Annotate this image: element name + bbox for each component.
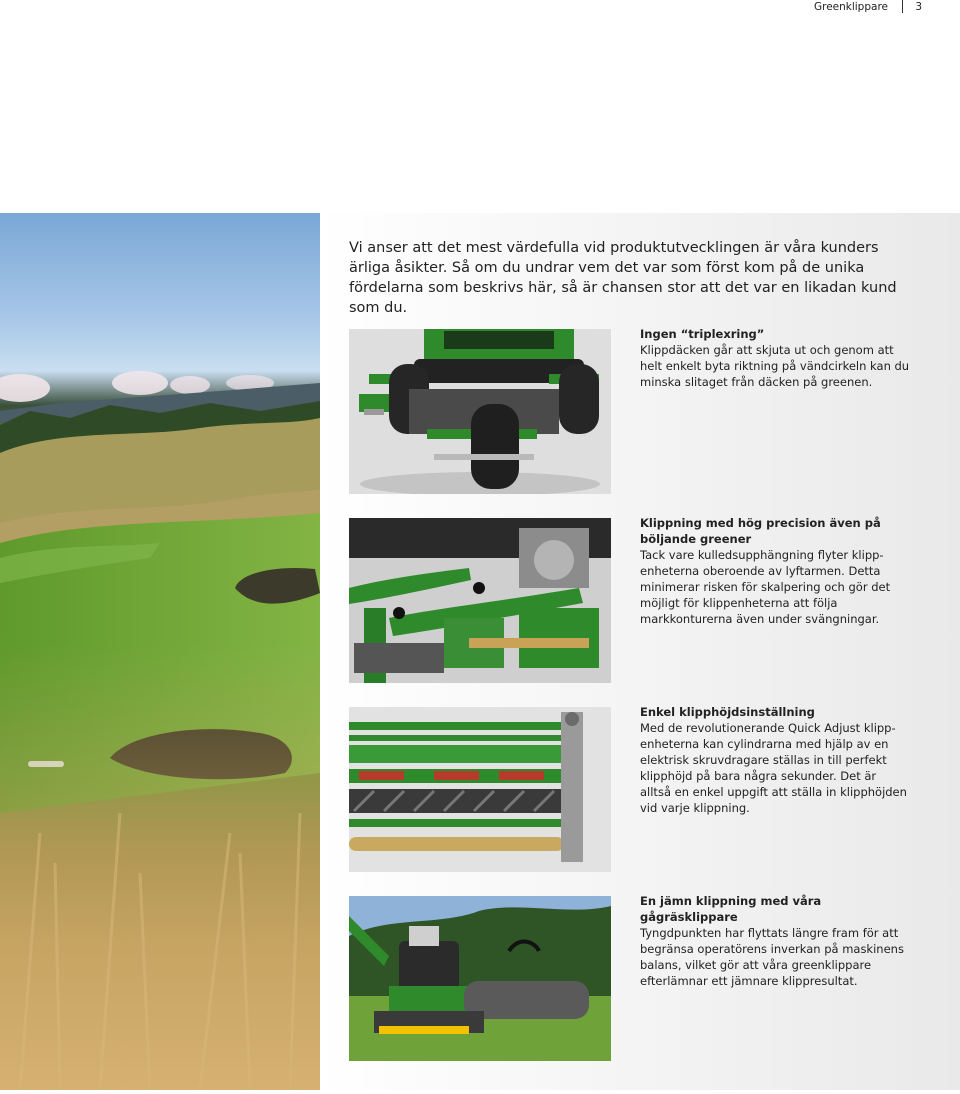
feature-image-1 [349, 329, 611, 494]
feature-image-3 [349, 707, 611, 872]
cutting-reel-photo-icon [349, 707, 611, 872]
feature-title-2: Klippning med hög precision även på böljande greener [640, 516, 881, 546]
feature-image-4 [349, 896, 611, 1061]
mower-rear-wheel-photo-icon [349, 329, 611, 494]
walk-behind-mower-photo-icon [349, 896, 611, 1061]
header-divider [902, 0, 903, 13]
ball-joint-suspension-photo-icon [349, 518, 611, 683]
feature-title-4: En jämn klippning med våra gågräsklippare [640, 894, 822, 924]
page-header [660, 0, 960, 14]
feature-text-3 [640, 704, 910, 816]
feature-body-2: Tack vare kulledsupphängning flyter klipp-enheterna oberoende av lyftarmen. Detta minimerar risken för skalpering och gör det möjligt för klippenheterna att följa markkonturerna även under svängningar. [640, 548, 891, 626]
intro-paragraph: Vi anser att det mest värdefulla vid produktutvecklingen är våra kunders ärliga åsikter. Så om du undrar vem det var som först kom på de unika fördelarna som beskrivs här, så är chansen stor att det var en likadan kund som du. [349, 240, 897, 316]
hero-photo [0, 213, 320, 1090]
feature-body-4: Tyngdpunkten har flyttats längre fram för att begränsa operatörens inverkan på maskinens balans, vilket gör att våra greenklippare efterlämnar ett jämnare klippresultat. [640, 926, 904, 988]
feature-title-3: Enkel klipphöjdsinställning [640, 705, 815, 719]
section-title: Greenklippare [813, 1, 888, 13]
feature-image-2 [349, 518, 611, 683]
golf-course-photo-icon [0, 213, 320, 1090]
feature-body-3: Med de revolutionerande Quick Adjust klipp-enheterna kan cylindrarna med hjälp av en elektrisk skruvdragare ställas in till perfekt klipphöjd på bara några sekunder. Det är alltså en enkel uppgift att ställa in klipphöjden vid varje klippning. [640, 721, 907, 815]
page-number: 3 [915, 1, 922, 13]
feature-body-1: Klippdäcken går att skjuta ut och genom att helt enkelt byta riktning på vändcirkeln kan du minska slitaget från däcken på greenen. [640, 343, 910, 389]
feature-text-4 [640, 893, 910, 989]
feature-title-1: Ingen “triplexring” [640, 327, 765, 341]
feature-text-1 [640, 326, 910, 390]
feature-text-2 [640, 515, 910, 627]
